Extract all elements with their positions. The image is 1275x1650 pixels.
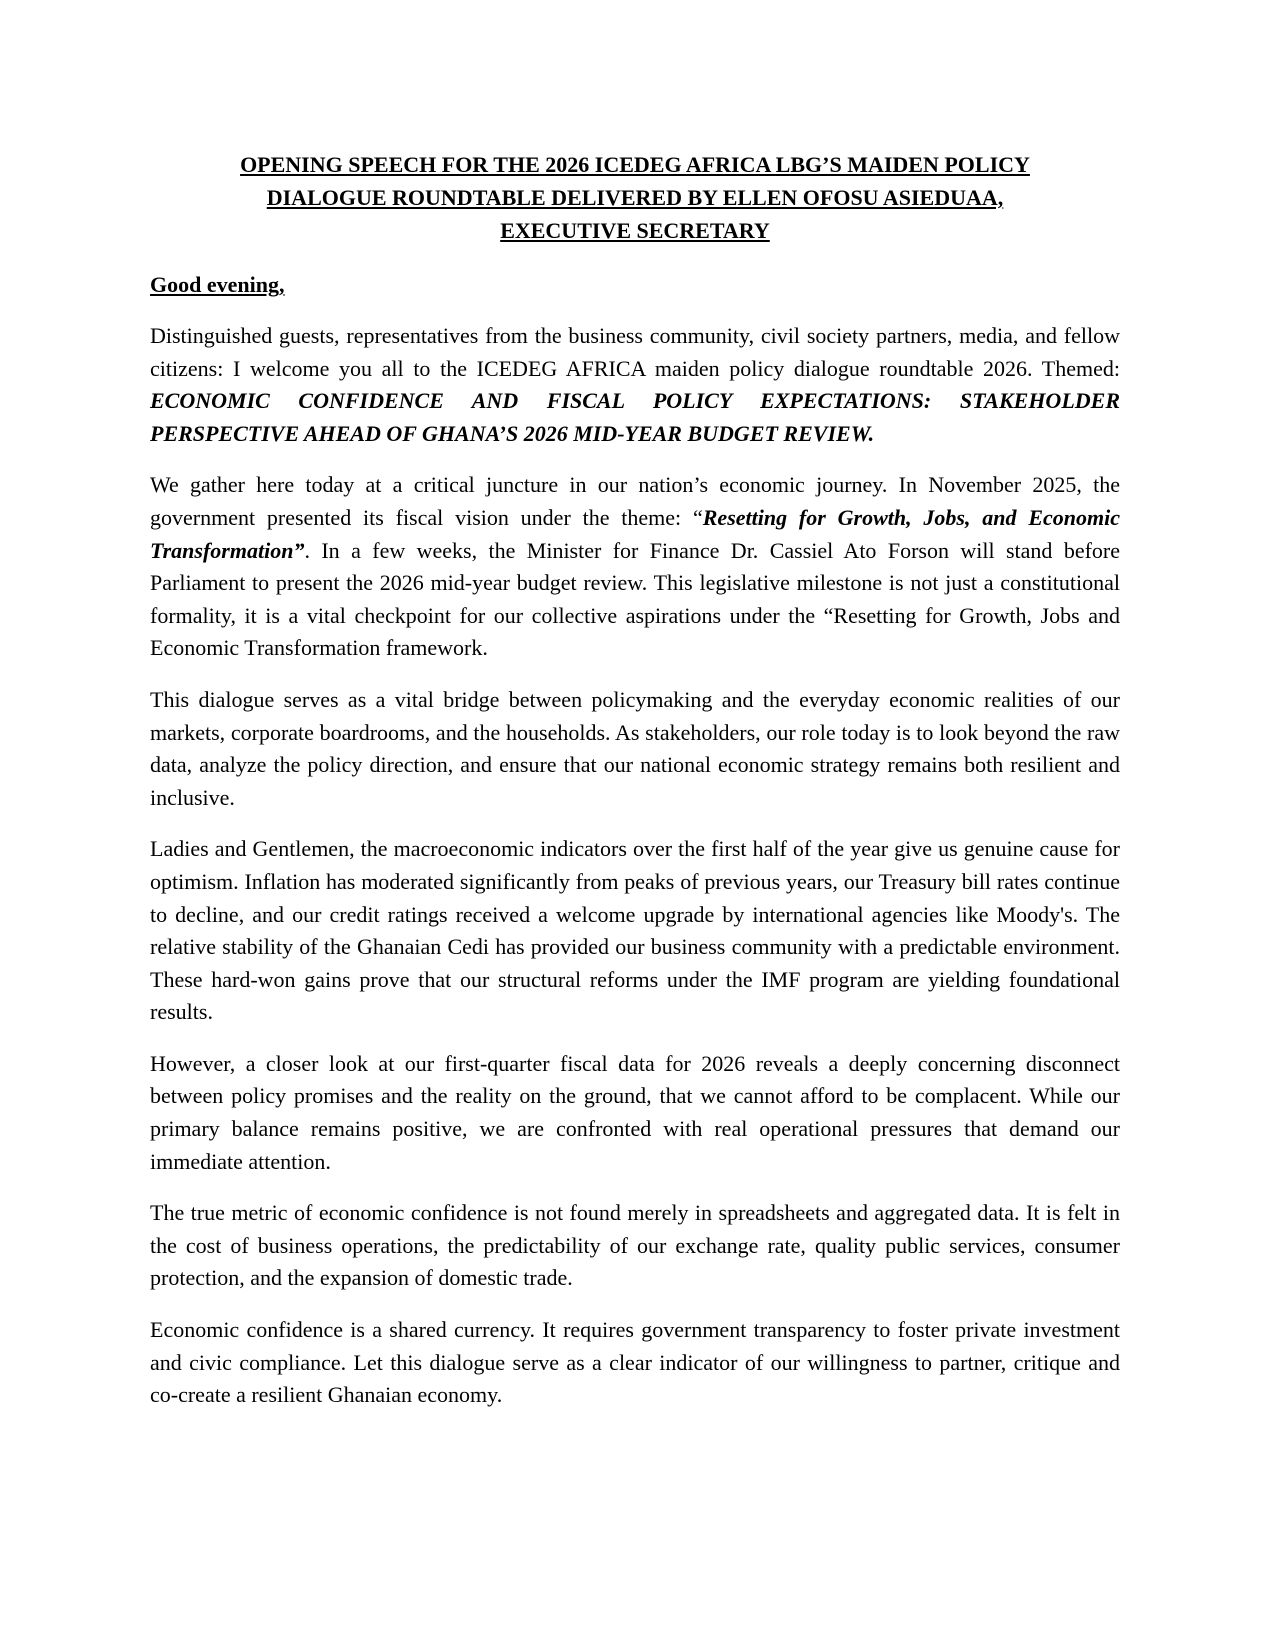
paragraph-shared-currency: Economic confidence is a shared currency. It requires government transparency to foster private investment and civic compliance. Let this dialogue serve as a clear indicator of our willingness to partner, critique and co-create a resilient Ghanaian economy. (150, 1317, 1120, 1408)
paragraph-macroeconomic-indicators: Ladies and Gentlemen, the macroeconomic indicators over the first half of the year give us genuine cause for optimism. Inflation has moderated significantly from peaks of previous years, our Treasury bill rates continue to decline, and our credit ratings received a welcome upgrade by international agencies like Moody's. The relative stability of the Ghanaian Cedi has provided our business community with a predictable environment. These hard-won gains prove that our structural reforms under the IMF program are yielding foundational results. (150, 836, 1120, 1025)
paragraph-welcome-theme: ECONOMIC CONFIDENCE AND FISCAL POLICY EXPECTATIONS: STAKEHOLDER PERSPECTIVE AHEAD OF GHANA’S 2026 MID-YEAR BUDGET REVIEW. (150, 388, 1120, 446)
paragraph-welcome-text: Distinguished guests, representatives from the business community, civil society partners, media, and fellow citizens: I welcome you all to the ICEDEG AFRICA maiden policy dialogue roundtable 2026. Themed: (150, 323, 1120, 381)
title-line-3: EXECUTIVE SECRETARY (500, 218, 770, 243)
document-title (150, 148, 1120, 247)
title-line-2: DIALOGUE ROUNDTABLE DELIVERED BY ELLEN OFOSU ASIEDUAA, (266, 185, 1004, 210)
paragraph-dialogue-bridge: This dialogue serves as a vital bridge between policymaking and the everyday economic realities of our markets, corporate boardrooms, and the households. As stakeholders, our role today is to look beyond the raw data, analyze the policy direction, and ensure that our national economic strategy remains both resilient and inclusive. (150, 686, 1120, 810)
title-line-1: OPENING SPEECH FOR THE 2026 ICEDEG AFRICA LBG’S MAIDEN POLICY (240, 152, 1030, 177)
paragraph-fiscal-vision (150, 469, 1120, 665)
paragraph-fiscal-vision-text-before: We gather here today at a critical juncture in our nation’s economic journey. In November 2025, the government presented its fiscal vision under the theme: “ (150, 472, 1120, 530)
paragraph-fiscal-vision-theme: Resetting for Growth, Jobs, and Economic Transformation” (150, 504, 1121, 563)
paragraph-economic-confidence-metric: The true metric of economic confidence is not found merely in spreadsheets and aggregated data. It is felt in the cost of business operations, the predictability of our exchange rate, quality public services, consumer protection, and the expansion of domestic trade. (150, 1200, 1120, 1291)
paragraph-welcome (150, 320, 1120, 450)
greeting: Good evening, (150, 272, 285, 297)
paragraph-fiscal-data: However, a closer look at our first-quarter fiscal data for 2026 reveals a deeply concerning disconnect between policy promises and the reality on the ground, that we cannot afford to be complacent. While our primary balance remains positive, we are confronted with real operational pressures that demand our immediate attention. (150, 1050, 1120, 1174)
document-page (150, 148, 1120, 1431)
paragraph-fiscal-vision-text-after: . In a few weeks, the Minister for Finance Dr. Cassiel Ato Forson will stand before Parliament to present the 2026 mid-year budget review. This legislative milestone is not just a constitutional formality, it is a vital checkpoint for our collective aspirations under the “Resetting for Growth, Jobs and Economic Transformation framework. (150, 537, 1120, 661)
